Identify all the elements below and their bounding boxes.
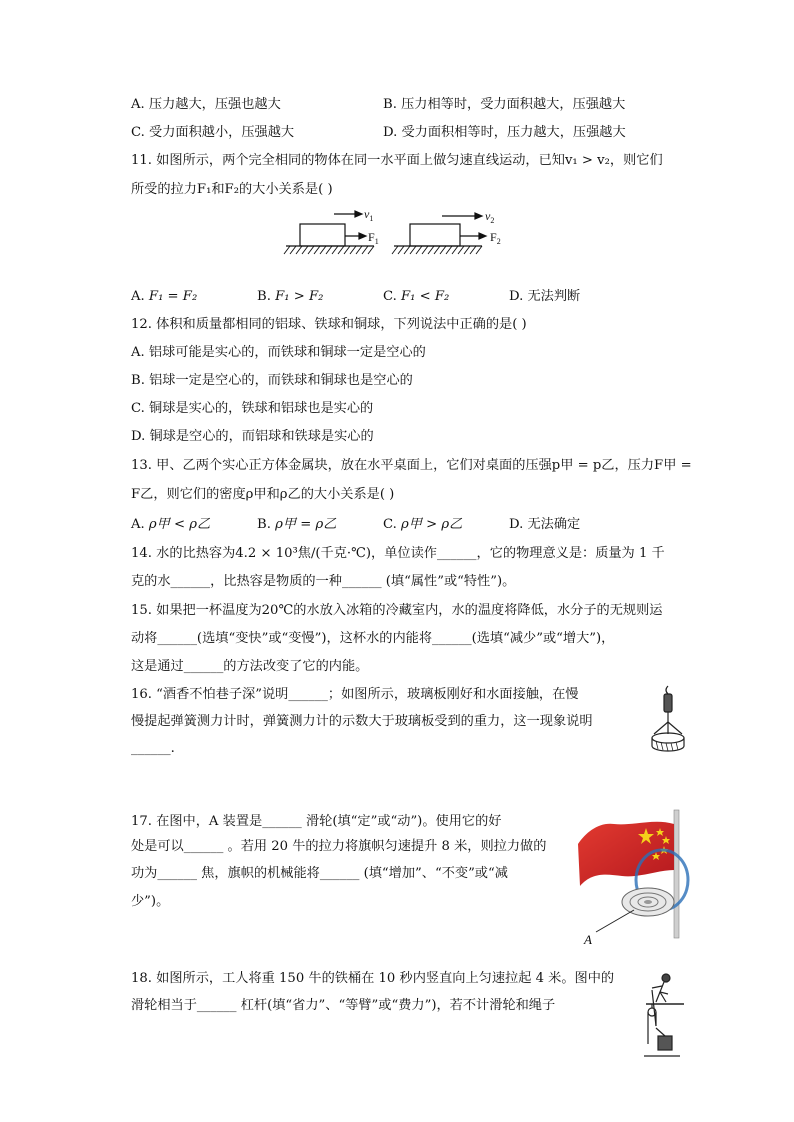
q11-stem-line2: 所受的拉力F₁和F₂的大小关系是( ) (131, 182, 333, 197)
q10-option-b: B. 压力相等时，受力面积越大，压强越大 (383, 97, 626, 112)
q11-fig-v2-sub: 2 (490, 216, 495, 225)
q12-option-c: C. 铜球是实心的，铁球和铝球也是实心的 (131, 401, 374, 416)
q11-option-b: B. F₁ > F₂ (257, 289, 324, 304)
q11-stem-line1: 11. 如图所示，两个完全相同的物体在同一水平面上做匀速直线运动，已知v₁ > v₂，则它们 (131, 153, 663, 168)
q15-line3: 这是通过______的方法改变了它的内能。 (131, 659, 369, 674)
q13-stem-line2: F乙，则它们的密度ρ甲和ρ乙的大小关系是( ) (131, 487, 395, 502)
q12-option-b: B. 铝球一定是空心的，而铁球和铜球也是空心的 (131, 373, 413, 388)
q13-option-d: D. 无法确定 (509, 517, 581, 532)
q17-line3: 功为______ 焦，旗帜的机械能将______ (填“增加”、“不变”或“减 (131, 866, 508, 881)
svg-text:F1 (368, 230, 379, 246)
q11-fig-f1-sub: 1 (374, 237, 379, 246)
q11-fig-f2-sub: 2 (496, 237, 501, 246)
q11-option-d: D. 无法判断 (509, 289, 581, 304)
q17-line1: 17. 在图中，A 装置是______ 滑轮(填“定”或“动”)。使用它的好 (131, 814, 502, 829)
q17-line4: 少”)。 (131, 894, 170, 909)
q11-fig-v1-sub: 1 (369, 214, 374, 223)
q13-stem-line1: 13. 甲、乙两个实心正方体金属块，放在水平桌面上，它们对桌面的压强p甲 = p乙，压力F甲 = (131, 458, 692, 473)
q17-flag-pulley-figure (574, 806, 690, 948)
q15-line1: 15. 如果把一杯温度为20℃的水放入冰箱的冷藏室内，水的温度将降低，水分子的无规则运 (131, 603, 663, 618)
q11-fig-f2: F (490, 230, 497, 244)
svg-text:v2 (485, 209, 494, 225)
q15-line2: 动将______(选填“变快”或“变慢”)，这杯水的内能将______(选填“减少”或“增大”)， (131, 631, 615, 646)
q16-line1: 16. “酒香不怕巷子深”说明______；如图所示，玻璃板刚好和水面接触，在慢 (131, 687, 579, 702)
q10-option-c: C. 受力面积越小，压强越大 (131, 125, 295, 140)
q12-stem: 12. 体积和质量都相同的铝球、铁球和铜球，下列说法中正确的是( ) (131, 317, 527, 332)
q10-option-a: A. 压力越大，压强也越大 (131, 97, 281, 112)
q12-option-a: A. 铝球可能是实心的，而铁球和铜球一定是空心的 (131, 345, 426, 360)
q17-line2: 处是可以______ 。若用 20 牛的拉力将旗帜匀速提升 8 米，则拉力做的 (131, 839, 547, 854)
svg-text:F2 (490, 230, 501, 246)
q14-line1: 14. 水的比热容为4.2 × 10³焦/(千克·℃)，单位读作______，它的物理意义是：质量为 1 千 (131, 546, 665, 561)
q11-option-a: A. F₁ = F₂ (131, 289, 198, 304)
q13-option-c: C. ρ甲 > ρ乙 (383, 517, 463, 532)
q13-option-b: B. ρ甲 = ρ乙 (257, 517, 337, 532)
q11-fig-f1: F (368, 230, 375, 244)
q11-fig-v2: v (485, 209, 491, 223)
q16-line2: 慢提起弹簧测力计时，弹簧测力计的示数大于玻璃板受到的重力，这一现象说明 (131, 714, 593, 729)
q13-option-a: A. ρ甲 < ρ乙 (131, 517, 211, 532)
q18-line2: 滑轮相当于______ 杠杆(填“省力”、“等臂”或“费力”)，若不计滑轮和绳子 (131, 998, 556, 1013)
q10-option-d: D. 受力面积相等时，压力越大，压强越大 (383, 125, 626, 140)
q14-line2: 克的水______，比热容是物质的一种______ (填“属性”或“特性”)。 (131, 574, 516, 589)
q16-line3: ______. (131, 741, 175, 756)
svg-text:v1 (364, 207, 373, 223)
q12-option-d: D. 铜球是空心的，而铝球和铁球是实心的 (131, 429, 374, 444)
q16-spring-scale-figure (648, 684, 688, 756)
q17-figure-label-a: A (584, 932, 592, 947)
q11-fig-v1: v (364, 207, 370, 221)
q11-option-c: C. F₁ < F₂ (383, 289, 450, 304)
q11-figure (282, 202, 522, 270)
q18-line1: 18. 如图所示，工人将重 150 牛的铁桶在 10 秒内竖直向上匀速拉起 4 米。图中的 (131, 971, 615, 986)
q18-worker-pulley-figure (640, 972, 686, 1064)
